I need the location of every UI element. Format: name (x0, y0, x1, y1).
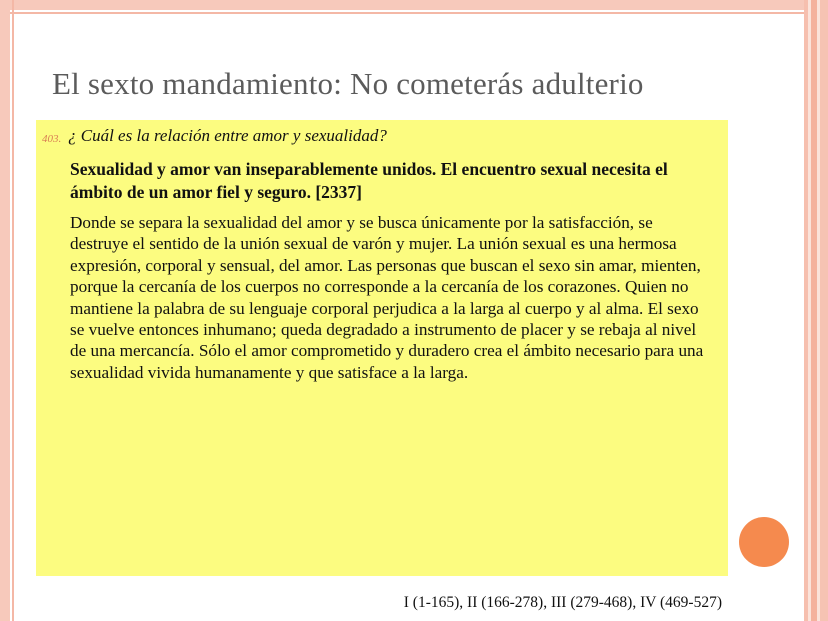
slide-title: El sexto mandamiento: No cometerás adulterio (52, 66, 644, 101)
decor-stripe (820, 0, 828, 621)
frame-top-line (0, 0, 804, 10)
question-text: ¿ Cuál es la relación entre amor y sexualidad? (68, 126, 387, 145)
frame-left-line (0, 0, 10, 621)
body-paragraph: Donde se separa la sexualidad del amor y se busca únicamente por la satisfacción, se destruye el sentido de la unión sexual de varón y mujer. La unión sexual es una hermosa expresión, corporal y sensual, del amor. Las personas que buscan el sexo sin amar, mienten, porque la cercanía de los cuerpos no corresponde a la cercanía de los corazones. Quien no mantiene la palabra de su lenguaje corporal perjudica a la larga al cuerpo y al alma. El sexo se vuelve entonces inhumano; queda degradado a instrumento de placer y se rebaja al nivel de una mercancía. Sólo el amor comprometido y duradero crea el ámbito necesario para una sexualidad vivida humanamente y que satisface a la larga. (70, 213, 704, 382)
decorative-circle (739, 517, 789, 567)
footer-reference: I (1-165), II (166-278), III (279-468), IV (469-527) (403, 594, 722, 611)
frame-left-line-thin (12, 0, 14, 621)
answer-text: Sexualidad y amor van inseparablemente unidos. El encuentro sexual necesita el ámbito de un amor fiel y seguro. [2337] (70, 159, 668, 202)
question-number: 403. (42, 133, 62, 145)
frame-top-line-thin (0, 12, 804, 14)
content-card (36, 120, 728, 576)
